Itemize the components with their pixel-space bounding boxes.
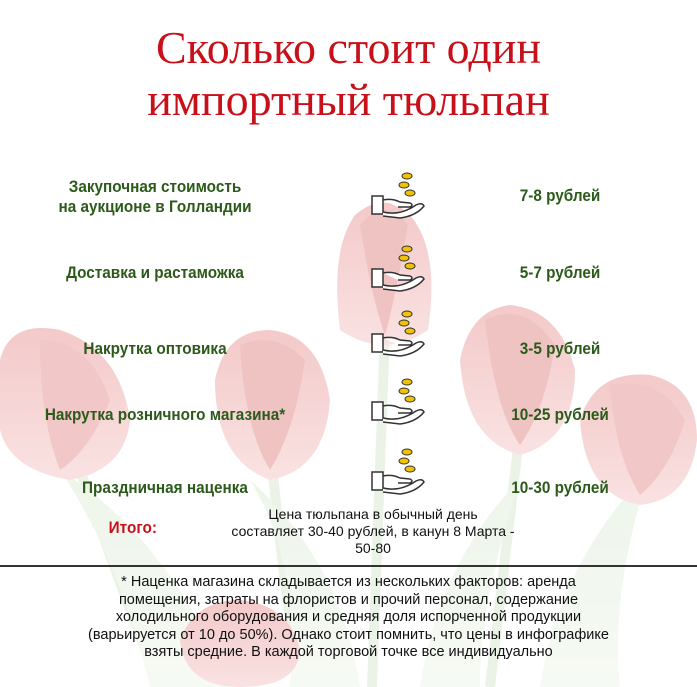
total-line-1: Цена тюльпана в обычный день (268, 506, 478, 522)
row-label-line-1: Закупочная стоимость (68, 177, 242, 196)
row-price-retail: 10-25 рублей (511, 405, 609, 424)
hand-with-coins-icon (370, 378, 428, 430)
footnote-line-3: холодильного оборудования и средняя доля испорченной продукции (115, 609, 582, 625)
total-line-3: 50-80 (355, 540, 391, 556)
divider (0, 565, 697, 567)
hand-with-coins-icon (370, 310, 428, 362)
row-label-line-1: Накрутка розничного магазина* (44, 405, 286, 424)
row-label-line-1: Доставка и растаможка (66, 263, 244, 282)
row-label-purchase (34, 177, 277, 217)
title-line-2: импортный тюльпан (147, 74, 550, 125)
row-price-holiday: 10-30 рублей (511, 478, 609, 497)
row-label-retail (17, 405, 314, 425)
total-label: Итого: (108, 518, 157, 537)
row-label-line-2: на аукционе в Голландии (58, 197, 252, 216)
row-price-wholesale: 3-5 рублей (519, 339, 601, 358)
total-description (190, 506, 556, 557)
hand-with-coins-icon (370, 172, 428, 224)
footnote (40, 574, 657, 662)
footnote-line-5: взяты средние. В каждой торговой точке все индивидуально (144, 644, 553, 660)
row-label-delivery (25, 263, 286, 283)
row-label-holiday (35, 478, 296, 498)
footnote-line-4: (варьируется от 10 до 50%). Однако стоит помнить, что цены в инфографике (88, 626, 609, 643)
footnote-line-1: * Наценка магазина складывается из нескольких факторов: аренда (121, 574, 576, 590)
row-label-wholesale (25, 339, 286, 359)
row-price-delivery: 5-7 рублей (519, 263, 601, 282)
page-title (0, 22, 697, 126)
row-label-line-1: Накрутка оптовика (83, 339, 227, 358)
row-price-purchase: 7-8 рублей (519, 186, 601, 205)
row-label-line-1: Праздничная наценка (82, 478, 248, 497)
title-line-1: Сколько стоит один (156, 22, 541, 73)
hand-with-coins-icon (370, 448, 428, 500)
footnote-line-2: помещения, затраты на флористов и прочий персонал, содержание (118, 591, 579, 608)
hand-with-coins-icon (370, 245, 428, 297)
total-line-2: составляет 30-40 рублей, в канун 8 Марта - (231, 523, 515, 539)
